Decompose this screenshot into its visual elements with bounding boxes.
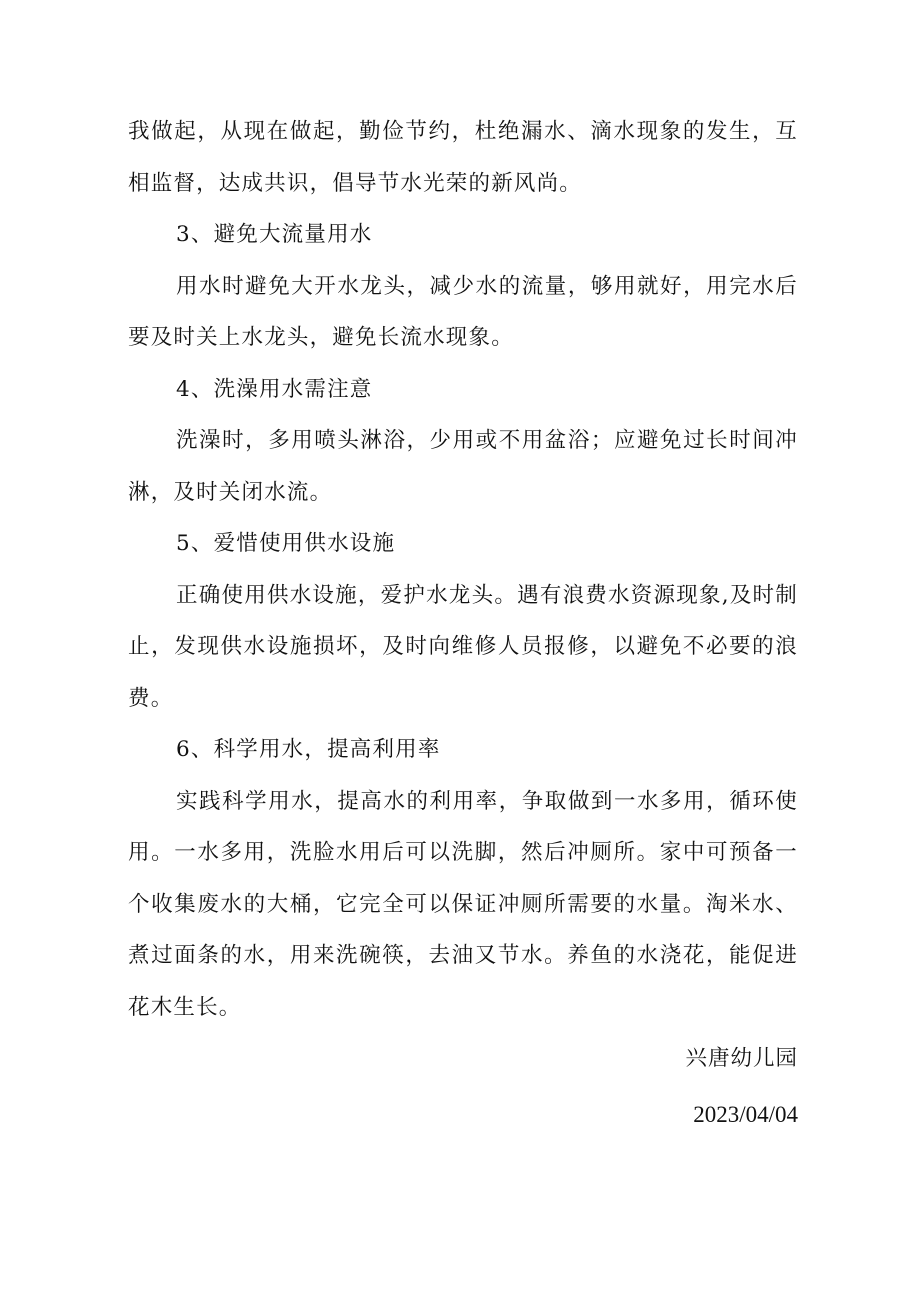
section-heading-5: 5、爱惜使用供水设施 bbox=[176, 531, 396, 556]
section-body-5: 正确使用供水设施，爱护水龙头。遇有浪费水资源现象,及时制止，发现供水设施损坏，及时向维修人员报修，以避免不必要的浪费。 bbox=[128, 582, 798, 711]
document-body bbox=[128, 106, 798, 1140]
signature-date: 2023/04/04 bbox=[693, 1101, 798, 1127]
section-body-3: 用水时避免大开水龙头，减少水的流量，够用就好，用完水后要及时关上水龙头，避免长流水现象。 bbox=[128, 273, 798, 350]
signature-organization: 兴唐幼儿园 bbox=[685, 1046, 798, 1071]
section-body-6: 实践科学用水，提高水的利用率，争取做到一水多用，循环使用。一水多用，洗脸水用后可以洗脚，然后冲厕所。家中可预备一个收集废水的大桶，它完全可以保证冲厕所需要的水量。淘米水、煮过面条的水，用来洗碗筷，去油又节水。养鱼的水浇花，能促进花木生长。 bbox=[128, 788, 798, 1020]
section-heading-4: 4、洗澡用水需注意 bbox=[176, 376, 373, 402]
section-heading-3: 3、避免大流量用水 bbox=[176, 222, 373, 247]
section-body-4: 洗澡时，多用喷头淋浴，少用或不用盆浴；应避免过长时间冲淋，及时关闭水流。 bbox=[128, 428, 798, 505]
section-heading-6: 6、科学用水，提高利用率 bbox=[176, 737, 441, 762]
paragraph-continued: 我做起，从现在做起，勤俭节约，杜绝漏水、滴水现象的发生，互相监督，达成共识，倡导节水光荣的新风尚。 bbox=[128, 119, 798, 196]
